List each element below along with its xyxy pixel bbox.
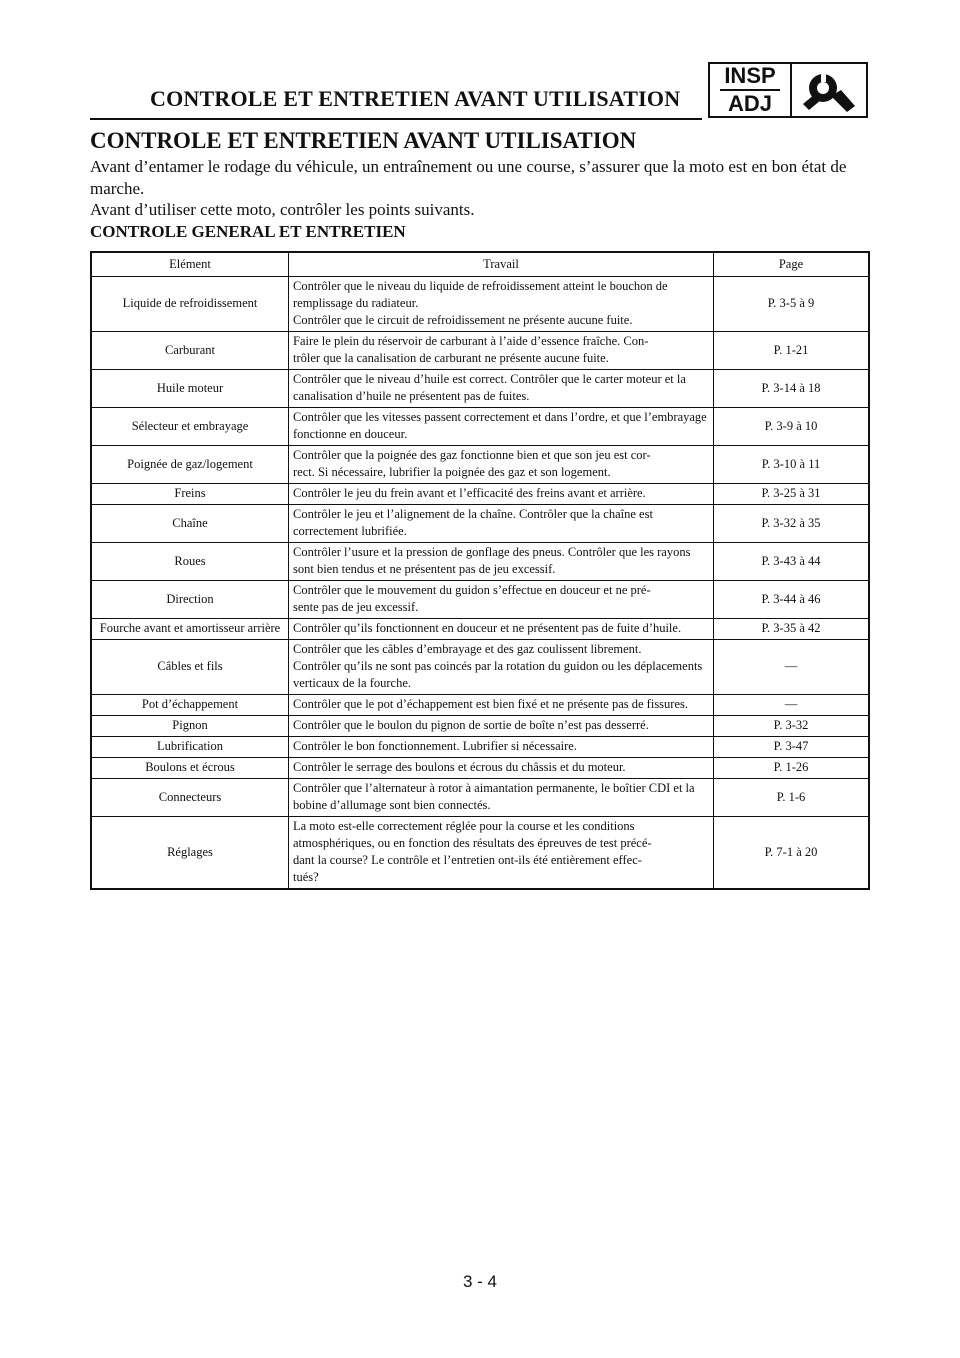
cell-page: P. 7-1 à 20 <box>714 817 870 890</box>
cell-page: P. 3-14 à 18 <box>714 370 870 408</box>
cell-work: Contrôler que la poignée des gaz fonctionne bien et que son jeu est cor- rect. Si nécessaire, lubrifier la poignée des gaz et son logement. <box>289 446 714 484</box>
cell-work: Contrôler que le niveau du liquide de refroidissement atteint le bouchon de remplissage du radiateur. Contrôler que le circuit de refroidissement ne présente aucune fuite. <box>289 277 714 332</box>
table-row <box>91 619 869 640</box>
cell-element: Poignée de gaz/logement <box>91 446 289 484</box>
cell-element: Lubrification <box>91 737 289 758</box>
cell-page: P. 3-43 à 44 <box>714 543 870 581</box>
table-row <box>91 695 869 716</box>
cell-element: Pignon <box>91 716 289 737</box>
cell-element: Direction <box>91 581 289 619</box>
cell-work: Contrôler que le mouvement du guidon s’effectue en douceur et ne pré- sente pas de jeu excessif. <box>289 581 714 619</box>
cell-page: P. 3-47 <box>714 737 870 758</box>
cell-element: Fourche avant et amortisseur arrière <box>91 619 289 640</box>
column-header-element: Elément <box>91 252 289 277</box>
table-row <box>91 332 869 370</box>
table-row <box>91 484 869 505</box>
cell-element: Pot d’échappement <box>91 695 289 716</box>
table-row <box>91 716 869 737</box>
cell-page: P. 3-25 à 31 <box>714 484 870 505</box>
table-row <box>91 640 869 695</box>
table-row <box>91 505 869 543</box>
cell-work: Contrôler que le boulon du pignon de sortie de boîte n’est pas desserré. <box>289 716 714 737</box>
cell-element: Chaîne <box>91 505 289 543</box>
table-row <box>91 277 869 332</box>
intro <box>90 156 870 242</box>
cell-work: Contrôler que les vitesses passent correctement et dans l’ordre, et que l’embrayage fonctionne en douceur. <box>289 408 714 446</box>
cell-element: Roues <box>91 543 289 581</box>
cell-element: Liquide de refroidissement <box>91 277 289 332</box>
page-title: CONTROLE ET ENTRETIEN AVANT UTILISATION <box>90 128 637 153</box>
cell-work: Contrôler le jeu et l’alignement de la chaîne. Contrôler que la chaîne est correctement lubrifiée. <box>289 505 714 543</box>
wrench-icon <box>797 66 861 114</box>
cell-element: Câbles et fils <box>91 640 289 695</box>
cell-work: Contrôler que le niveau d’huile est correct. Contrôler que le carter moteur et la canalisation d’huile ne présentent pas de fuites. <box>289 370 714 408</box>
cell-page: P. 3-5 à 9 <box>714 277 870 332</box>
cell-element: Huile moteur <box>91 370 289 408</box>
header-title: CONTROLE ET ENTRETIEN AVANT UTILISATION <box>150 86 681 111</box>
cell-element: Sélecteur et embrayage <box>91 408 289 446</box>
table-row <box>91 581 869 619</box>
cell-page: P. 1-21 <box>714 332 870 370</box>
maintenance-table <box>90 251 870 890</box>
table-row <box>91 408 869 446</box>
intro-paragraph-2: Avant d’utiliser cette moto, contrôler les points suivants. <box>90 200 475 219</box>
section-subheading: CONTROLE GENERAL ET ENTRETIEN <box>90 221 406 241</box>
cell-page: P. 1-26 <box>714 758 870 779</box>
badge-text <box>710 64 792 116</box>
cell-page: P. 3-44 à 46 <box>714 581 870 619</box>
column-header-page: Page <box>714 252 870 277</box>
table-row <box>91 737 869 758</box>
cell-page: P. 1-6 <box>714 779 870 817</box>
table-row <box>91 817 869 890</box>
badge-top-label: INSP <box>724 63 776 88</box>
cell-page: P. 3-32 <box>714 716 870 737</box>
cell-element: Connecteurs <box>91 779 289 817</box>
column-header-work: Travail <box>289 252 714 277</box>
cell-page: — <box>714 640 870 695</box>
cell-work: Contrôler que les câbles d’embrayage et des gaz coulissent librement. Contrôler qu’ils ne sont pas coincés par la rotation du guidon ou les déplacements verticaux de la fourche. <box>289 640 714 695</box>
cell-element: Boulons et écrous <box>91 758 289 779</box>
cell-page: P. 3-10 à 11 <box>714 446 870 484</box>
cell-page: P. 3-35 à 42 <box>714 619 870 640</box>
insp-adj-badge <box>708 62 868 118</box>
table-row <box>91 758 869 779</box>
header-rule <box>90 118 702 120</box>
table-row <box>91 779 869 817</box>
table-row <box>91 543 869 581</box>
cell-work: Faire le plein du réservoir de carburant à l’aide d’essence fraîche. Con- trôler que la canalisation de carburant ne présente aucune fuite. <box>289 332 714 370</box>
intro-paragraph-1: Avant d’entamer le rodage du véhicule, un entraînement ou une course, s’assurer que la moto est en bon état de marche. <box>90 157 847 198</box>
cell-work: Contrôler que le pot d’échappement est bien fixé et ne présente pas de fissures. <box>289 695 714 716</box>
cell-work: Contrôler l’usure et la pression de gonflage des pneus. Contrôler que les rayons sont bien tendus et ne présentent pas de jeu excessif. <box>289 543 714 581</box>
cell-element: Carburant <box>91 332 289 370</box>
page-number: 3 - 4 <box>462 1272 498 1291</box>
cell-page: — <box>714 695 870 716</box>
cell-work: Contrôler le bon fonctionnement. Lubrifier si nécessaire. <box>289 737 714 758</box>
cell-element: Freins <box>91 484 289 505</box>
badge-icon-box <box>792 64 866 116</box>
cell-page: P. 3-9 à 10 <box>714 408 870 446</box>
cell-work: Contrôler que l’alternateur à rotor à aimantation permanente, le boîtier CDI et la bobine d’allumage sont bien connectés. <box>289 779 714 817</box>
cell-work: Contrôler le jeu du frein avant et l’efficacité des freins avant et arrière. <box>289 484 714 505</box>
table-header-row <box>91 252 869 277</box>
cell-element: Réglages <box>91 817 289 890</box>
table-row <box>91 370 869 408</box>
cell-page: P. 3-32 à 35 <box>714 505 870 543</box>
cell-work: Contrôler le serrage des boulons et écrous du châssis et du moteur. <box>289 758 714 779</box>
badge-bottom-label: ADJ <box>727 91 772 116</box>
cell-work: Contrôler qu’ils fonctionnent en douceur et ne présentent pas de fuite d’huile. <box>289 619 714 640</box>
table-row <box>91 446 869 484</box>
cell-work: La moto est-elle correctement réglée pour la course et les conditions atmosphériques, ou en fonction des résultats des épreuves de test précé- dant la course? Le contrôle et l’entretien ont-ils été entièrement effec- tués? <box>289 817 714 890</box>
